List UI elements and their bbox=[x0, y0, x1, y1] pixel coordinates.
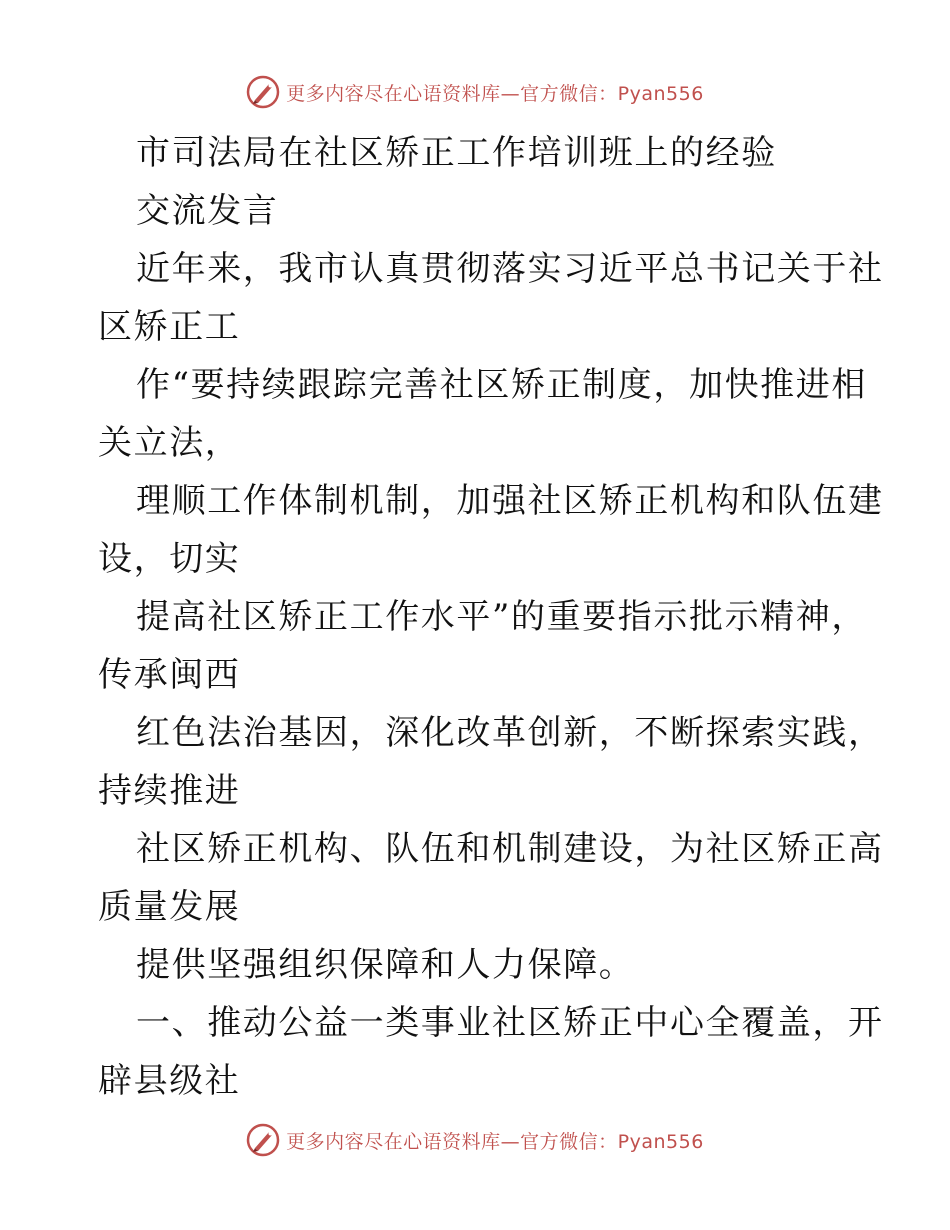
text-line: 质量发展 bbox=[98, 887, 241, 927]
text-line: 辟县级社 bbox=[98, 1061, 241, 1101]
text-line: 一、推动公益一类事业社区矫正中心全覆盖，开 bbox=[136, 1003, 884, 1043]
text-line: 作“要持续跟踪完善社区矫正制度，加快推进相 bbox=[136, 365, 867, 405]
watermark-text: 更多内容尽在心语资料库—官方微信：Pyan556 bbox=[286, 82, 704, 105]
text-line: 持续推进 bbox=[98, 771, 241, 811]
text-line: 关立法， bbox=[98, 423, 241, 463]
text-line: 提高社区矫正工作水平”的重要指示批示精神， bbox=[136, 597, 867, 637]
text-line: 市司法局在社区矫正工作培训班上的经验 bbox=[136, 133, 777, 173]
text-line: 理顺工作体制机制，加强社区矫正机构和队伍建 bbox=[136, 481, 884, 521]
footer-watermark bbox=[0, 1120, 950, 1160]
text-line: 提供坚强组织保障和人力保障。 bbox=[136, 945, 635, 985]
pen-logo-icon bbox=[246, 75, 280, 109]
text-line: 区矫正工 bbox=[98, 307, 241, 347]
text-line: 交流发言 bbox=[136, 191, 279, 231]
text-line: 红色法治基因，深化改革创新，不断探索实践， bbox=[136, 713, 884, 753]
text-line: 近年来，我市认真贯彻落实习近平总书记关于社 bbox=[136, 249, 884, 289]
pen-logo-icon bbox=[246, 1123, 280, 1157]
text-line: 社区矫正机构、队伍和机制建设，为社区矫正高 bbox=[136, 829, 884, 869]
text-line: 传承闽西 bbox=[98, 655, 241, 695]
document-body bbox=[98, 124, 884, 1110]
text-line: 设，切实 bbox=[98, 539, 241, 579]
watermark-text: 更多内容尽在心语资料库—官方微信：Pyan556 bbox=[286, 1130, 704, 1153]
header-watermark bbox=[0, 72, 950, 112]
